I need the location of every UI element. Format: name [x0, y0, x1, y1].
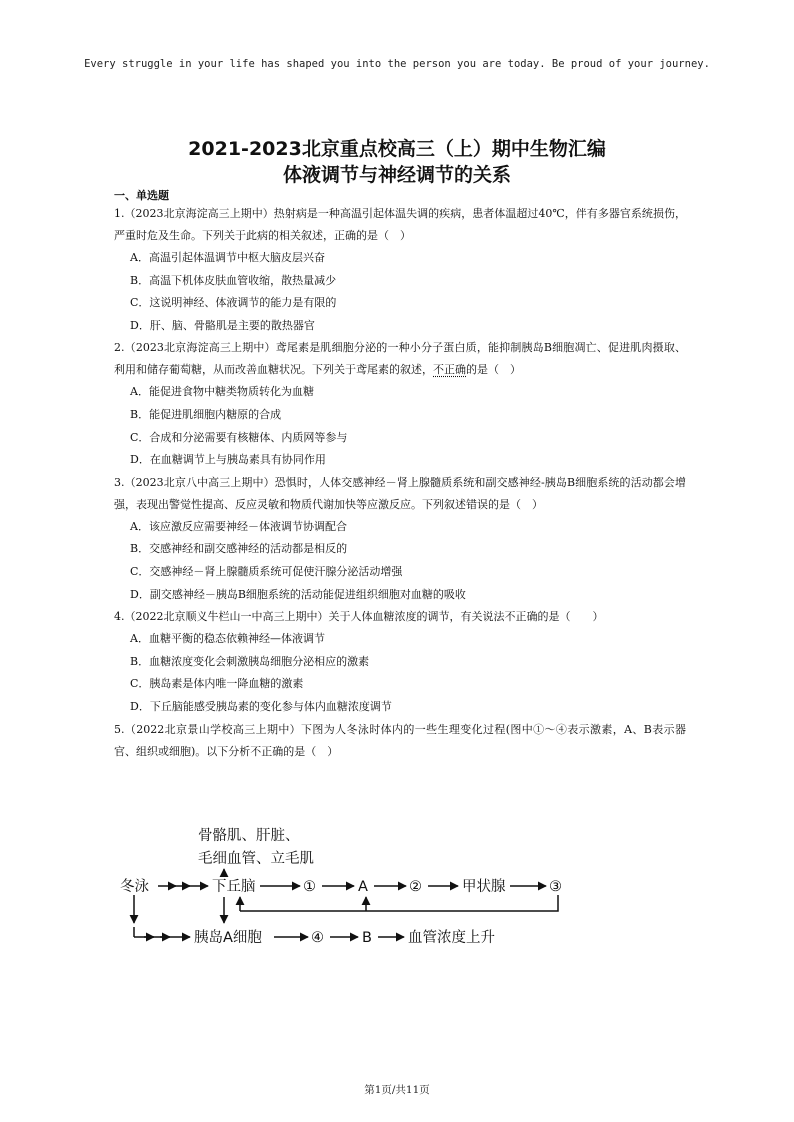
question-4-option-a: A．血糖平衡的稳态依赖神经—体液调节 — [130, 632, 325, 646]
diagram-node-a: A — [358, 879, 368, 895]
question-2-stem — [114, 337, 686, 381]
question-1-option-d: D．肝、脑、骨骼肌是主要的散热器官 — [130, 318, 315, 332]
diagram-node-hormone-2: ② — [409, 879, 422, 895]
question-5-stem: 5.（2022北京景山学校高三上期中）下图为人冬泳时体内的一些生理变化过程(图中①～④表示激素，A、B表示器官、组织或细胞)。以下分析不正确的是（ ） — [114, 722, 686, 758]
question-3-option-d: D．副交感神经－胰岛B细胞系统的活动能促进组织细胞对血糖的吸收 — [130, 587, 466, 601]
diagram-node-islet-a-cell: 胰岛A细胞 — [194, 930, 262, 946]
question-2-option-a: A．能促进食物中糖类物质转化为血糖 — [130, 385, 314, 399]
page-title: 2021-2023北京重点校高三（上）期中生物汇编 — [188, 138, 606, 160]
motto-header: Every struggle in your life has shaped you into the person you are today. Be proud of your journey. — [84, 58, 710, 70]
question-4-stem: 4.（2022北京顺义牛栏山一中高三上期中）关于人体血糖浓度的调节，有关说法不正确的是（ ） — [114, 610, 604, 624]
question-3-option-a: A．该应激反应需要神经－体液调节协调配合 — [130, 519, 347, 533]
question-2-stem-part2: 的是（ ） — [466, 363, 521, 377]
question-2-emphasis: 不正确 — [433, 363, 466, 377]
diagram-node-result: 血管浓度上升 — [408, 930, 495, 946]
question-4-option-d: D．下丘脑能感受胰岛素的变化参与体内血糖浓度调节 — [130, 699, 392, 713]
diagram-top-label-2: 毛细血管、立毛肌 — [198, 851, 314, 867]
question-1-option-b: B．高温下机体皮肤血管收缩，散热量减少 — [130, 273, 337, 287]
question-4-option-b: B．血糖浓度变化会刺激胰岛细胞分泌相应的激素 — [130, 654, 370, 668]
question-3-stem: 3.（2023北京八中高三上期中）恐惧时，人体交感神经－肾上腺髓质系统和副交感神经-胰岛B细胞系统的活动都会增强，表现出警觉性提高、反应灵敏和物质代谢加快等应激反应。下列叙述错误的是（ ） — [114, 475, 686, 511]
diagram-node-thyroid: 甲状腺 — [462, 879, 506, 895]
diagram-node-b: B — [362, 930, 372, 946]
diagram-top-label-1: 骨骼肌、肝脏、 — [198, 828, 300, 844]
question-list — [114, 203, 686, 763]
question-3-option-c: C．交感神经－肾上腺髓质系统可促使汗腺分泌活动增强 — [130, 564, 403, 578]
diagram-node-hormone-4: ④ — [311, 930, 324, 946]
question-2-option-b: B．能促进肌细胞内糖原的合成 — [130, 407, 282, 421]
question-1-stem: 1.（2023北京海淀高三上期中）热射病是一种高温引起体温失调的疾病，患者体温超过40℃，伴有多器官系统损伤，严重时危及生命。下列关于此病的相关叙述，正确的是（ ） — [114, 207, 686, 242]
winter-swim-flow-diagram — [110, 815, 580, 955]
diagram-feedback-line — [240, 895, 558, 911]
section-heading: 一、单选题 — [114, 189, 169, 202]
question-2-option-c: C．合成和分泌需要有核糖体、内质网等参与 — [130, 430, 348, 444]
diagram-node-hormone-3: ③ — [549, 879, 562, 895]
question-2-stem-part1: 2.（2023北京海淀高三上期中）鸢尾素是肌细胞分泌的一种小分子蛋白质，能抑制胰岛B细胞凋亡、促进肌肉摄取、利用和储存葡萄糖，从而改善血糖状况。下列关于鸢尾素的叙述， — [114, 341, 686, 377]
question-1-option-c: C．这说明神经、体液调节的能力是有限的 — [130, 296, 337, 310]
question-1-option-a: A．高温引起体温调节中枢大脑皮层兴奋 — [130, 251, 325, 264]
diagram-node-hypothalamus: 下丘脑 — [212, 879, 256, 895]
question-2-option-d: D．在血糖调节上与胰岛素具有协同作用 — [130, 453, 326, 467]
page-subtitle: 体液调节与神经调节的关系 — [282, 164, 511, 186]
question-4-option-c: C．胰岛素是体内唯一降血糖的激素 — [130, 677, 304, 691]
question-3-option-b: B．交感神经和副交感神经的活动都是相反的 — [130, 542, 348, 556]
page-number-footer: 第1页/共11页 — [364, 1084, 430, 1096]
diagram-node-hormone-1: ① — [303, 879, 316, 895]
diagram-node-winter-swim: 冬泳 — [120, 879, 149, 895]
